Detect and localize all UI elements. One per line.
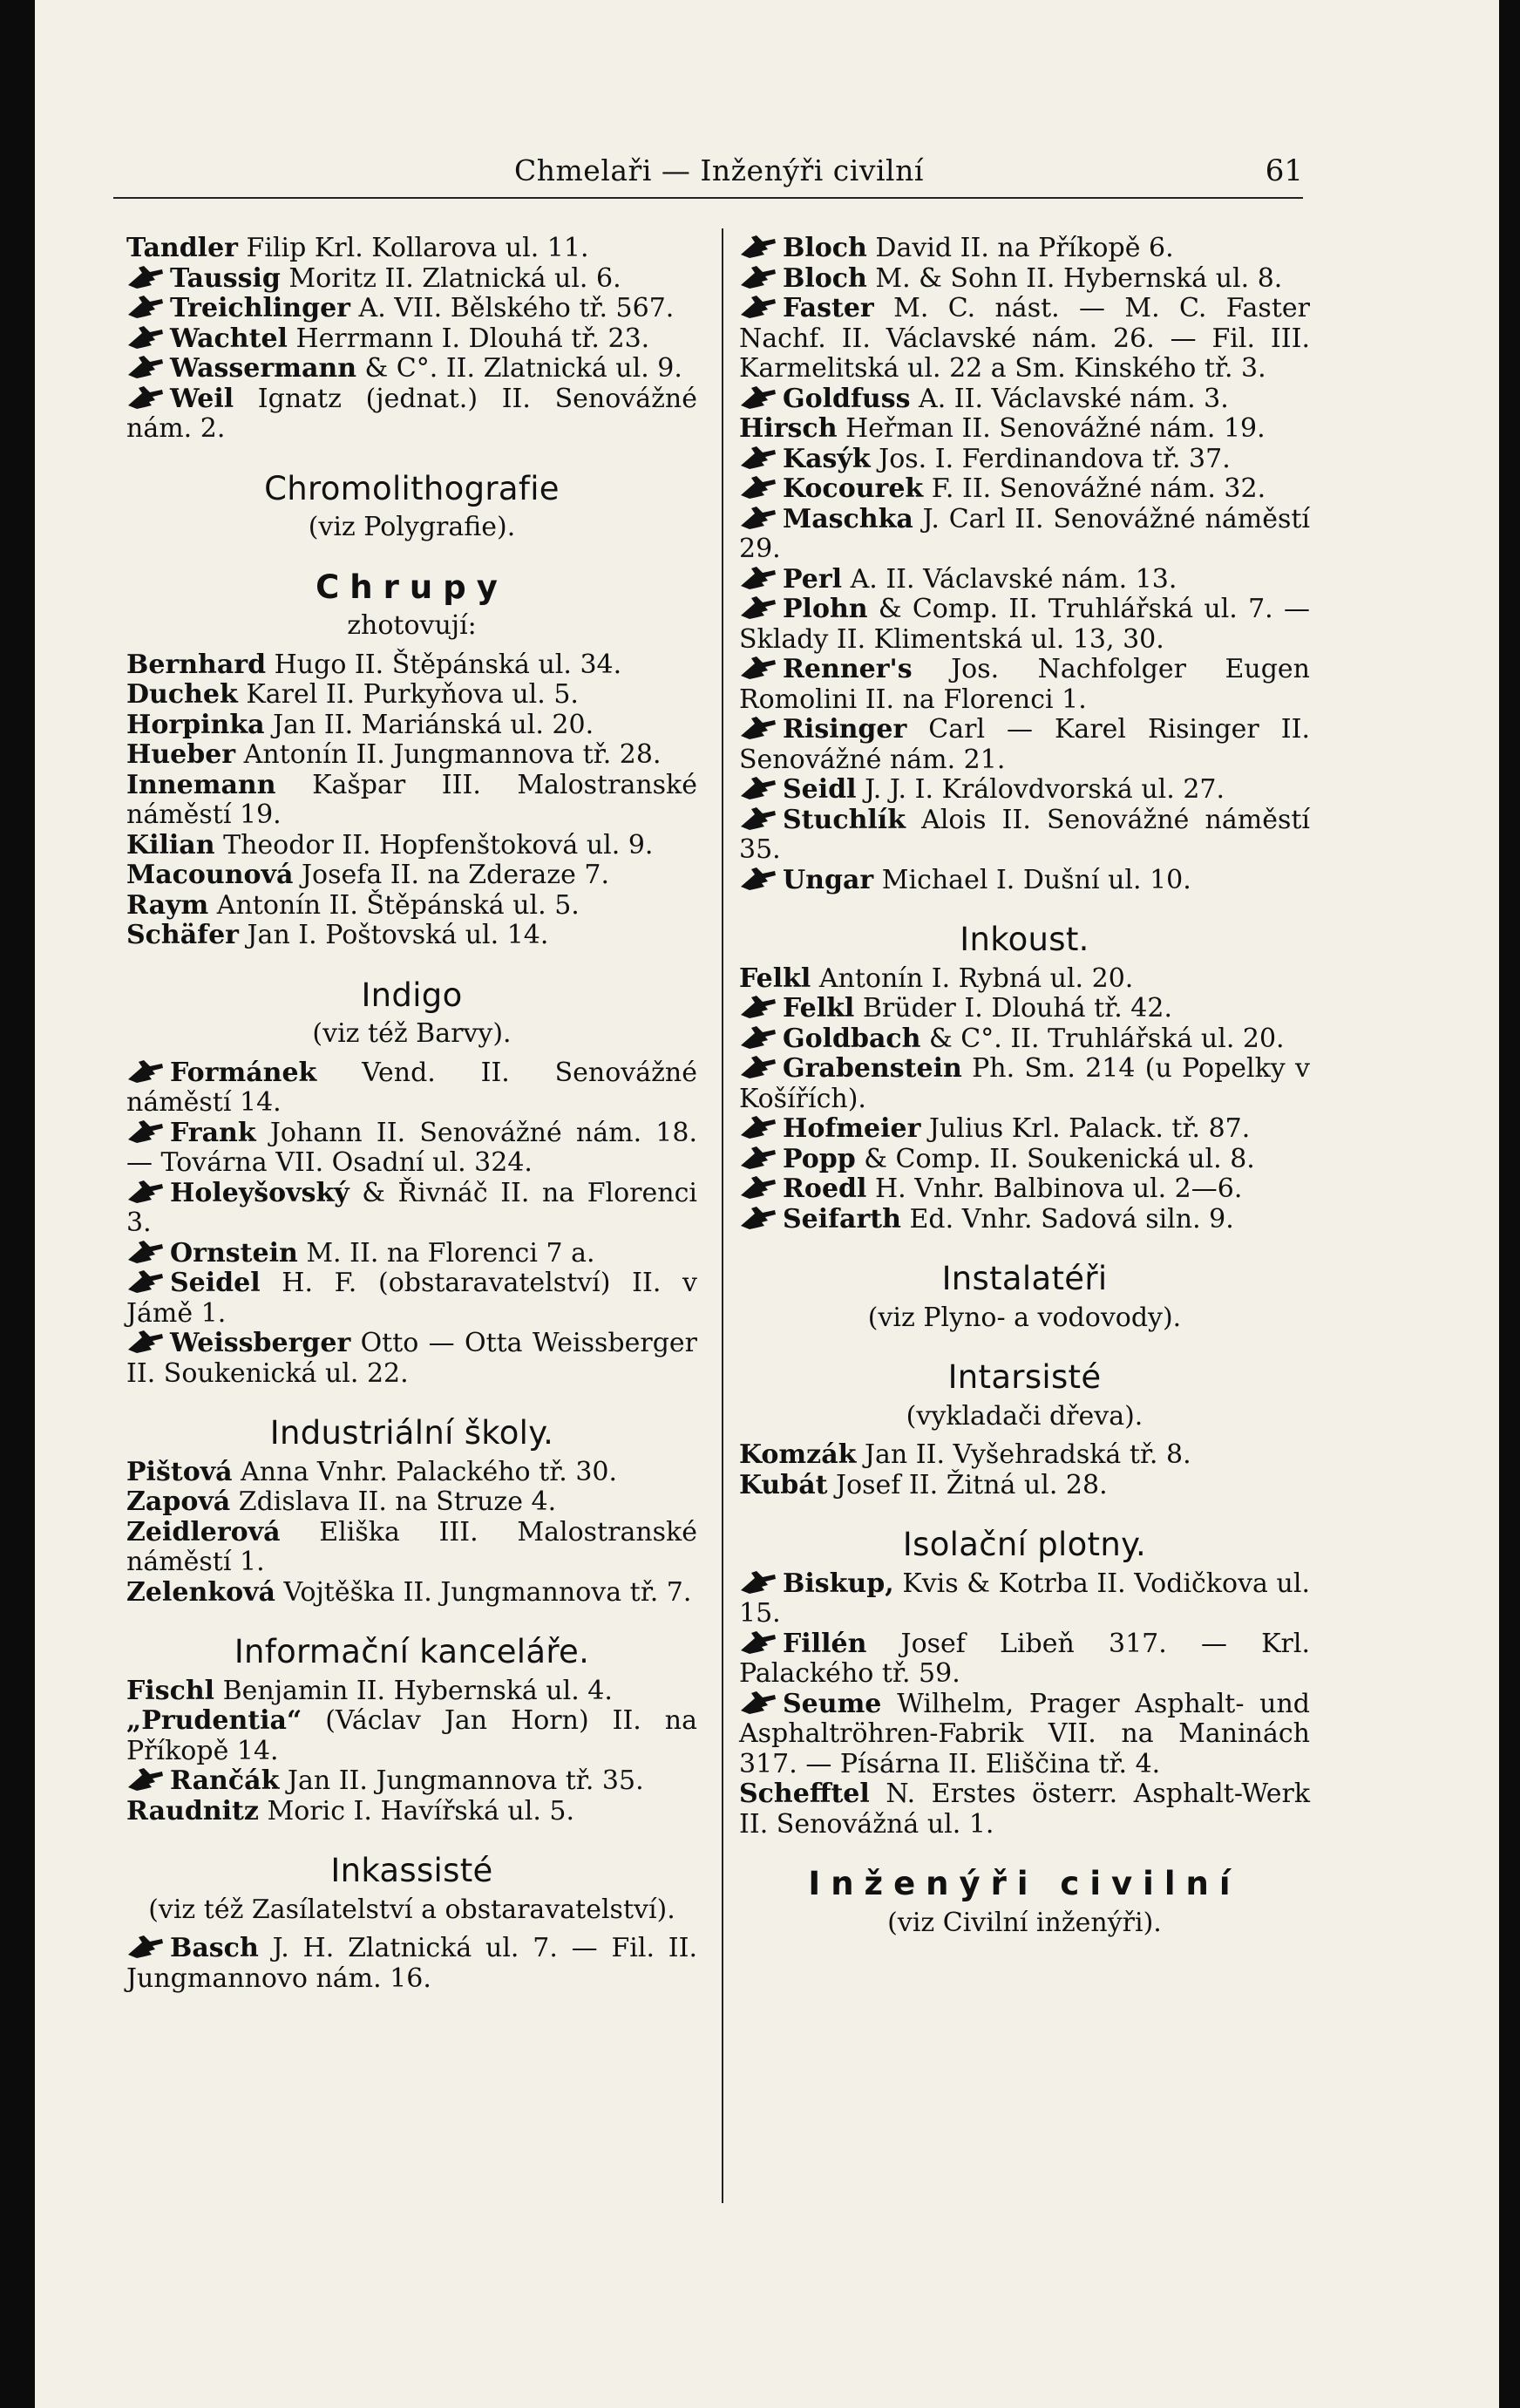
entry-name: Grabenstein <box>783 1053 962 1084</box>
entry-details: A. II. Václavské nám. 3. <box>919 383 1229 414</box>
entry-name: Felkl <box>783 993 855 1024</box>
entry-name: Kocourek <box>783 473 924 504</box>
entry-name: Risinger <box>783 714 907 745</box>
directory-entry <box>126 1934 697 1994</box>
section-heading: Chromolithografie <box>264 469 560 507</box>
scan-border-right <box>1499 0 1520 2408</box>
entry-details: Ph. Sm. 214 (u Popelky v Košířích). <box>739 1053 1310 1114</box>
pointing-hand-icon <box>739 1629 777 1656</box>
section-heading: Industriální školy. <box>269 1414 554 1452</box>
entry-name: Fillén <box>783 1628 867 1659</box>
entry-details: Moritz II. Zlatnická ul. 6. <box>288 262 621 294</box>
pointing-hand-icon <box>739 775 777 801</box>
entry-name: Basch <box>170 1933 259 1963</box>
section-note: (viz Polygrafie). <box>308 512 516 542</box>
directory-entry <box>126 384 697 445</box>
entry-name: Pištová <box>126 1456 233 1487</box>
directory-entry <box>739 715 1310 775</box>
entry-name: Macounová <box>126 860 294 890</box>
pointing-hand-icon <box>739 595 777 621</box>
entry-name: Seidl <box>783 774 857 805</box>
entry-details: A. II. Václavské nám. 13. <box>850 563 1177 595</box>
entry-name: Bloch <box>783 233 867 263</box>
directory-entry <box>739 294 1310 384</box>
entry-name: Ungar <box>783 864 874 895</box>
entry-name: Wassermann <box>170 353 356 384</box>
entry-name: Frank <box>170 1117 256 1148</box>
pointing-hand-icon <box>739 1569 777 1595</box>
directory-entry <box>126 1329 697 1389</box>
directory-entry <box>739 1174 1310 1205</box>
entry-details: Antonín I. Rybná ul. 20. <box>818 963 1134 994</box>
entry-name: Taussig <box>170 262 281 294</box>
entry-details: F. II. Senovážné nám. 32. <box>931 473 1266 504</box>
directory-entry <box>126 680 697 711</box>
pointing-hand-icon <box>739 384 777 411</box>
section-note: (viz též Zasílatelství a obstaravatelství). <box>148 1894 675 1925</box>
entry-name: Treichlinger <box>170 293 350 323</box>
directory-entry <box>126 1239 697 1269</box>
directory-entry <box>126 1766 697 1797</box>
scan-border-left <box>0 0 35 2408</box>
entry-details: Jos. Nachfolger Eugen Romolini II. na Florenci 1. <box>739 654 1310 715</box>
directory-entry <box>739 1205 1310 1235</box>
pointing-hand-icon <box>739 1054 777 1080</box>
pointing-hand-icon <box>739 1690 777 1716</box>
entry-details: Kvis & Kotrba II. Vodičkova ul. 15. <box>739 1568 1310 1629</box>
directory-entry <box>739 264 1310 295</box>
pointing-hand-icon <box>739 806 777 832</box>
entry-details: Filip Krl. Kollarova ul. 11. <box>246 233 589 263</box>
entry-name: Schäfer <box>126 920 239 950</box>
entry-name: Horpinka <box>126 709 265 740</box>
entry-details: H. Vnhr. Balbinova ul. 2—6. <box>874 1173 1243 1204</box>
header-rule <box>113 197 1303 199</box>
directory-entry <box>126 1677 697 1707</box>
entry-details: Brüder I. Dlouhá tř. 42. <box>862 993 1172 1024</box>
directory-entry <box>126 711 697 741</box>
entry-name: Renner's <box>783 654 913 684</box>
pointing-hand-icon <box>739 1024 777 1051</box>
entry-details: Vend. II. Senovážné náměstí 14. <box>126 1057 697 1118</box>
entry-name: Duchek <box>126 679 238 710</box>
directory-entry <box>126 1458 697 1488</box>
right-column <box>739 234 1310 1947</box>
entry-details: M. C. nást. — M. C. Faster Nachf. II. Václavské nám. 26. — Fil. III. Karmelitská ul. 22 a Sm. Kinského tř. 3. <box>739 293 1310 384</box>
entry-name: Plohn <box>783 594 868 624</box>
section-note: (viz Plyno- a vodovody). <box>867 1302 1182 1333</box>
directory-entry <box>126 1119 697 1179</box>
entry-details: Eliška III. Malostranské náměstí 1. <box>126 1516 697 1577</box>
entry-details: Moric I. Havířská ul. 5. <box>267 1795 575 1826</box>
section-note: (viz Civilní inženýři). <box>887 1907 1162 1938</box>
section-heading: Isolační plotny. <box>902 1526 1147 1563</box>
entry-details: Ignatz (jednat.) II. Senovážné nám. 2. <box>126 383 697 444</box>
entry-name: Biskup, <box>783 1568 894 1599</box>
entry-details: Theodor II. Hopfenštoková ul. 9. <box>223 829 654 860</box>
entry-details: Anna Vnhr. Palackého tř. 30. <box>241 1456 618 1487</box>
entry-name: Hueber <box>126 739 236 770</box>
entry-name: Hofmeier <box>783 1113 921 1144</box>
directory-entry <box>739 474 1310 505</box>
pointing-hand-icon <box>126 324 165 350</box>
directory-entry <box>126 1269 697 1329</box>
entry-name: Felkl <box>739 963 811 994</box>
entry-name: Perl <box>783 563 843 595</box>
entry-name: Zapová <box>126 1486 231 1517</box>
pointing-hand-icon <box>739 1114 777 1140</box>
entry-details: H. F. (obstaravatelství) II. v Jámě 1. <box>126 1268 697 1329</box>
entry-name: Maschka <box>783 503 913 534</box>
entry-name: Kubát <box>739 1469 828 1500</box>
section-heading: Instalatéři <box>941 1260 1108 1297</box>
entry-name: Innemann <box>126 769 276 800</box>
pointing-hand-icon <box>126 1766 165 1792</box>
directory-entry <box>739 1440 1310 1471</box>
entry-details: J. H. Zlatnická ul. 7. — Fil. II. Jungmannovo nám. 16. <box>126 1933 697 1994</box>
entry-details: Kašpar III. Malostranské náměstí 19. <box>126 769 697 830</box>
directory-entry <box>739 1471 1310 1501</box>
directory-entry <box>126 1578 697 1609</box>
pointing-hand-icon <box>126 1179 165 1205</box>
section-heading: Inženýři civilní <box>808 1865 1241 1902</box>
entry-details: Wilhelm, Prager Asphalt- und Asphaltröhren-Fabrik VII. na Maninách 317. — Písárna II. Eliščina tř. 4. <box>739 1688 1310 1779</box>
section-heading: Informační kanceláře. <box>234 1633 590 1670</box>
entry-details: A. VII. Bělského tř. 567. <box>358 293 675 323</box>
directory-entry <box>126 650 697 681</box>
pointing-hand-icon <box>739 655 777 681</box>
entry-name: Weissberger <box>170 1328 351 1358</box>
entry-details: Julius Krl. Palack. tř. 87. <box>928 1113 1251 1144</box>
entry-name: Bernhard <box>126 649 267 680</box>
directory-entry <box>126 234 697 264</box>
entry-name: Bloch <box>783 262 867 294</box>
entry-details: Vojtěška II. Jungmannova tř. 7. <box>283 1576 692 1608</box>
pointing-hand-icon <box>126 1058 165 1085</box>
pointing-hand-icon <box>126 1119 165 1145</box>
entry-details: Jan I. Poštovská ul. 14. <box>247 920 549 950</box>
pointing-hand-icon <box>739 866 777 892</box>
entry-details: & Řivnáč II. na Florenci 3. <box>126 1177 697 1238</box>
entry-name: Weil <box>170 383 234 414</box>
pointing-hand-icon <box>739 294 777 320</box>
entry-name: Seifarth <box>783 1203 901 1235</box>
entry-name: „Prudentia“ <box>126 1705 302 1736</box>
directory-entry <box>126 740 697 771</box>
directory-entry <box>126 860 697 891</box>
page-number: 61 <box>1265 153 1303 188</box>
entry-name: Komzák <box>739 1439 857 1470</box>
entry-details: Heřman II. Senovážné nám. 19. <box>845 413 1266 444</box>
entry-name: Kasýk <box>783 443 871 474</box>
directory-entry <box>739 1629 1310 1690</box>
entry-details: David II. na Příkopě 6. <box>875 233 1174 263</box>
directory-entry <box>739 505 1310 565</box>
entry-name: Seidel <box>170 1268 261 1298</box>
entry-details: Hugo II. Štěpánská ul. 34. <box>274 649 622 680</box>
pointing-hand-icon <box>126 1934 165 1960</box>
directory-entry <box>126 831 697 861</box>
directory-entry <box>739 1690 1310 1780</box>
directory-entry <box>126 771 697 831</box>
pointing-hand-icon <box>739 234 777 260</box>
directory-entry <box>739 445 1310 475</box>
directory-entry <box>739 655 1310 715</box>
entry-name: Fischl <box>126 1675 215 1706</box>
entry-details: Carl — Karel Risinger II. Senovážné nám. 21. <box>739 714 1310 775</box>
entry-name: Popp <box>783 1143 856 1174</box>
pointing-hand-icon <box>739 1205 777 1231</box>
directory-entry <box>739 775 1310 806</box>
entry-name: Stuchlík <box>783 804 906 835</box>
entry-name: Goldbach <box>783 1023 921 1054</box>
entry-name: Goldfuss <box>783 383 911 414</box>
directory-entry <box>739 994 1310 1024</box>
section-heading: Chrupy <box>316 568 508 606</box>
entry-details: Zdislava II. na Struze 4. <box>238 1486 557 1517</box>
pointing-hand-icon <box>739 445 777 471</box>
section-note: (viz též Barvy). <box>312 1018 512 1049</box>
entry-details: & C°. II. Truhlářská ul. 20. <box>929 1023 1285 1054</box>
section-note: (vykladači dřeva). <box>906 1400 1143 1432</box>
entry-details: Alois II. Senovážné náměstí 35. <box>739 804 1310 865</box>
directory-entry <box>739 384 1310 415</box>
pointing-hand-icon <box>126 1239 165 1265</box>
pointing-hand-icon <box>126 1269 165 1295</box>
directory-entry <box>126 1487 697 1518</box>
entry-details: Ed. Vnhr. Sadová siln. 9. <box>909 1203 1234 1235</box>
pointing-hand-icon <box>739 264 777 290</box>
directory-entry <box>126 1706 697 1766</box>
directory-entry <box>739 1024 1310 1055</box>
directory-entry <box>739 1569 1310 1629</box>
directory-entry <box>739 565 1310 595</box>
pointing-hand-icon <box>739 1145 777 1171</box>
directory-entry <box>739 866 1310 896</box>
entry-name: Hirsch <box>739 413 838 444</box>
directory-entry <box>126 1518 697 1578</box>
entry-name: Kilian <box>126 829 215 860</box>
entry-details: Michael I. Dušní ul. 10. <box>881 864 1191 895</box>
entry-name: Seume <box>783 1688 882 1719</box>
entry-name: Tandler <box>126 233 238 263</box>
directory-entry <box>126 324 697 355</box>
directory-entry <box>126 1797 697 1827</box>
running-header <box>113 153 1303 194</box>
directory-entry <box>126 1058 697 1119</box>
pointing-hand-icon <box>739 474 777 500</box>
entry-details: Jan II. Jungmannova tř. 35. <box>287 1765 644 1796</box>
entry-details: Antonín II. Jungmannova tř. 28. <box>243 739 662 770</box>
entry-name: Roedl <box>783 1173 867 1204</box>
entry-details: Otto — Otta Weissberger II. Soukenická ul. 22. <box>126 1328 698 1389</box>
section-heading: Intarsisté <box>947 1358 1102 1396</box>
entry-name: Zelenková <box>126 1576 275 1608</box>
entry-name: Wachtel <box>170 323 288 354</box>
entry-details: Jos. I. Ferdinandova tř. 37. <box>879 443 1231 474</box>
entry-details: Johann II. Senovážné nám. 18. — Továrna VII. Osadní ul. 324. <box>126 1117 697 1178</box>
section-note: zhotovují: <box>347 610 477 641</box>
column-divider <box>722 228 723 2203</box>
pointing-hand-icon <box>739 565 777 591</box>
entry-name: Ornstein <box>170 1237 298 1269</box>
entry-details: Josef Libeň 317. — Krl. Palackého tř. 59. <box>739 1628 1310 1689</box>
entry-name: Zeidlerová <box>126 1516 281 1548</box>
directory-entry <box>126 921 697 951</box>
directory-entry <box>739 964 1310 995</box>
entry-name: Holeyšovský <box>170 1177 349 1208</box>
pointing-hand-icon <box>126 294 165 320</box>
entry-details: Benjamin II. Hybernská ul. 4. <box>222 1675 613 1706</box>
entry-details: (Václav Jan Horn) II. na Příkopě 14. <box>126 1705 697 1766</box>
entry-name: Formánek <box>170 1057 317 1088</box>
entry-details: Josefa II. na Zderaze 7. <box>301 860 610 890</box>
pointing-hand-icon <box>739 994 777 1020</box>
entry-name: Schefftel <box>739 1779 870 1809</box>
entry-details: N. Erstes österr. Asphalt-Werk II. Senovážná ul. 1. <box>739 1779 1310 1840</box>
pointing-hand-icon <box>126 354 165 380</box>
entry-details: M. II. na Florenci 7 a. <box>306 1237 595 1269</box>
directory-entry <box>126 294 697 324</box>
section-heading: Inkoust. <box>960 921 1089 958</box>
directory-entry <box>739 1779 1310 1840</box>
entry-details: Antonín II. Štěpánská ul. 5. <box>216 889 580 921</box>
entry-details: Karel II. Purkyňova ul. 5. <box>246 679 579 710</box>
directory-entry <box>739 234 1310 264</box>
directory-entry <box>739 1054 1310 1114</box>
pointing-hand-icon <box>739 1174 777 1201</box>
entry-details: Jan II. Vyšehradská tř. 8. <box>864 1439 1191 1470</box>
entry-name: Faster <box>783 293 874 323</box>
section-heading: Indigo <box>361 976 463 1014</box>
directory-entry <box>739 1145 1310 1175</box>
pointing-hand-icon <box>126 1329 165 1355</box>
directory-entry <box>126 891 697 922</box>
entry-name: Rančák <box>170 1765 280 1796</box>
entry-details: & Comp. II. Truhlářská ul. 7. — Sklady II. Klimentská ul. 13, 30. <box>739 594 1310 655</box>
entry-details: J. Carl II. Senovážné náměstí 29. <box>739 503 1310 564</box>
section-heading: Inkassisté <box>330 1852 493 1889</box>
entry-name: Raudnitz <box>126 1795 259 1826</box>
entry-details: Herrmann I. Dlouhá tř. 23. <box>295 323 650 354</box>
directory-entry <box>739 1114 1310 1145</box>
directory-entry <box>126 354 697 384</box>
entry-details: M. & Sohn II. Hybernská ul. 8. <box>875 262 1283 294</box>
directory-entry <box>739 595 1310 655</box>
pointing-hand-icon <box>126 264 165 290</box>
entry-details: Jan II. Mariánská ul. 20. <box>273 709 594 740</box>
entry-name: Raym <box>126 889 209 921</box>
directory-entry <box>739 414 1310 445</box>
pointing-hand-icon <box>739 505 777 531</box>
entry-details: Josef II. Žitná ul. 28. <box>836 1469 1108 1500</box>
directory-entry <box>126 264 697 295</box>
running-title: Chmelaři — Inženýři civilní <box>514 153 924 187</box>
entry-details: & Comp. II. Soukenická ul. 8. <box>864 1143 1255 1174</box>
pointing-hand-icon <box>739 715 777 741</box>
entry-details: J. J. I. Královdvorská ul. 27. <box>865 774 1225 805</box>
entry-details: & C°. II. Zlatnická ul. 9. <box>364 353 682 384</box>
left-column <box>126 234 697 1994</box>
pointing-hand-icon <box>126 384 165 411</box>
directory-entry <box>739 806 1310 866</box>
directory-entry <box>126 1179 697 1239</box>
